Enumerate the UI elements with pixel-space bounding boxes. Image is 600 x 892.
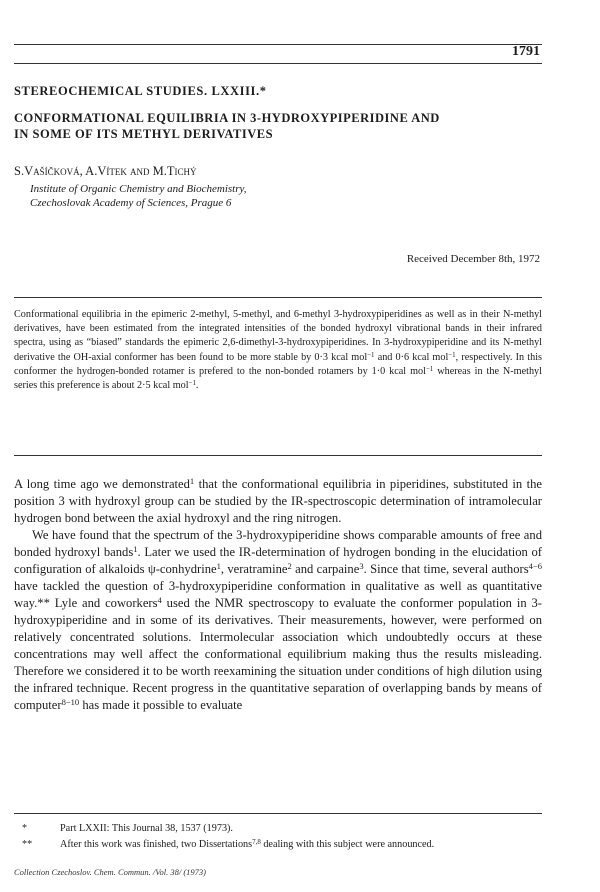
body-text — [14, 476, 542, 714]
abstract-text: Conformational equilibria in the epimeric 2-methyl, 5-methyl, and 6-methyl 3-hydroxypiperidines as well as in their N-methyl derivatives, have been estimated from the integrated intensities of the bonded hydroxyl vibrational bands in their infrared spectra, using as “biased” standards the epimeric 2,6-dimethyl-3-hydroxypiperidines. In 3-hydroxypiperidine and its N-methyl derivative the OH-axial conformer has been found to be more stable by 0·3 kcal mol — [14, 309, 542, 363]
citation: 3 — [359, 561, 364, 572]
abstract-rule-bottom — [14, 455, 542, 456]
header-rule-lower — [14, 63, 542, 64]
article-title — [14, 110, 554, 142]
abstract-text: , respectively. In this conformer the hydrogen-bonded rotamer is prefered to the non-bonded rotamers by 1·0 kcal mol — [14, 351, 542, 377]
abstract-rule-top — [14, 297, 542, 298]
citation: 1 — [189, 476, 195, 487]
affiliation-line: Czechoslovak Academy of Sciences, Prague 6 — [30, 197, 232, 209]
citation: 8−10 — [61, 697, 80, 708]
author-list: S.Vašíčková, A.Vítek and M.Tichý — [14, 164, 197, 178]
footnote-text: After this work was finished, two Dissertations$^{7,8}$ dealing with this subject were announced. — [60, 838, 435, 850]
title-line: CONFORMATIONAL EQUILIBRIA IN 3-HYDROXYPIPERIDINE AND — [14, 111, 440, 125]
abstract-superscript: −1 — [367, 351, 375, 359]
citation: 1 — [216, 561, 221, 572]
abstract — [14, 308, 542, 393]
citation: 2 — [287, 561, 292, 572]
footnote-text: Part LXXII: This Journal 38, 1537 (1973). — [60, 823, 233, 834]
citation: 1 — [133, 544, 138, 555]
title-line: IN SOME OF ITS METHYL DERIVATIVES — [14, 127, 274, 141]
footnote-rule — [14, 813, 542, 814]
citation: 4 — [157, 595, 162, 606]
series-title: STEREOCHEMICAL STUDIES. LXXIII.* — [14, 84, 267, 98]
abstract-text: . — [195, 380, 199, 392]
abstract-text: and 0·6 kcal mol — [374, 351, 449, 363]
journal-footer: Collection Czechoslov. Chem. Commun. /Vol. 38/ (1973) — [14, 867, 207, 877]
body-paragraph: A long time ago we demonstrated$^1$ that the conformational equilibria in piperidines, substituted in the position 3 with hydroxyl group can be studied by the IR-spectroscopic determination of intramolecular hydrogen bond between the axial hydroxyl and the ring nitrogen. — [14, 476, 542, 525]
page-number: 1791 — [512, 44, 540, 59]
abstract-superscript: −1 — [448, 351, 456, 359]
affiliation-line: Institute of Organic Chemistry and Biochemistry, — [30, 183, 247, 195]
body-paragraph: We have found that the spectrum of the 3-hydroxypiperidine shows comparable amounts of free and bonded hydroxyl bands$^1$. Later we used the IR-determination of hydrogen bonding in the elucidation of configuration of alkaloids ψ-conhydrine$^1$, veratramine$^2$ and carpaine$^3$. Since that time, several authors$^{4-6}$ have tackled the question of 3-hydroxypiperidine conformation in qualitative as well as quantitative way.** Lyle and coworkers$^4$ used the NMR spectroscopy to evaluate the conformer population in 3-hydroxypiperidine and in some of its derivatives. Their measurements, however, were performed on relatively concentrated solutions. Intermolecular association which undoubtedly occurs at these concentrations may well affect the conformational equilibrium making thus the results misleading. Therefore we considered it to be worth reexamining the situation under conditions of high dilution using the infrared technique. Recent progress in the quantitative separation of overlapping bands by means of computer$^{8-10}$ has made it possible to evaluate — [14, 528, 542, 712]
received-date: Received December 8th, 1972 — [406, 253, 540, 265]
footnote-mark: ** — [22, 839, 33, 850]
abstract-superscript: −1 — [188, 379, 196, 387]
abstract-superscript: −1 — [425, 365, 434, 373]
footnote-mark: * — [22, 823, 28, 834]
header-rule — [14, 44, 542, 45]
affiliation — [30, 182, 247, 210]
abstract-text: whereas in the N-methyl series this preference is about 2·5 kcal mol — [14, 365, 542, 392]
citation: 7,8 — [252, 838, 261, 846]
citation: 4−6 — [528, 561, 542, 572]
